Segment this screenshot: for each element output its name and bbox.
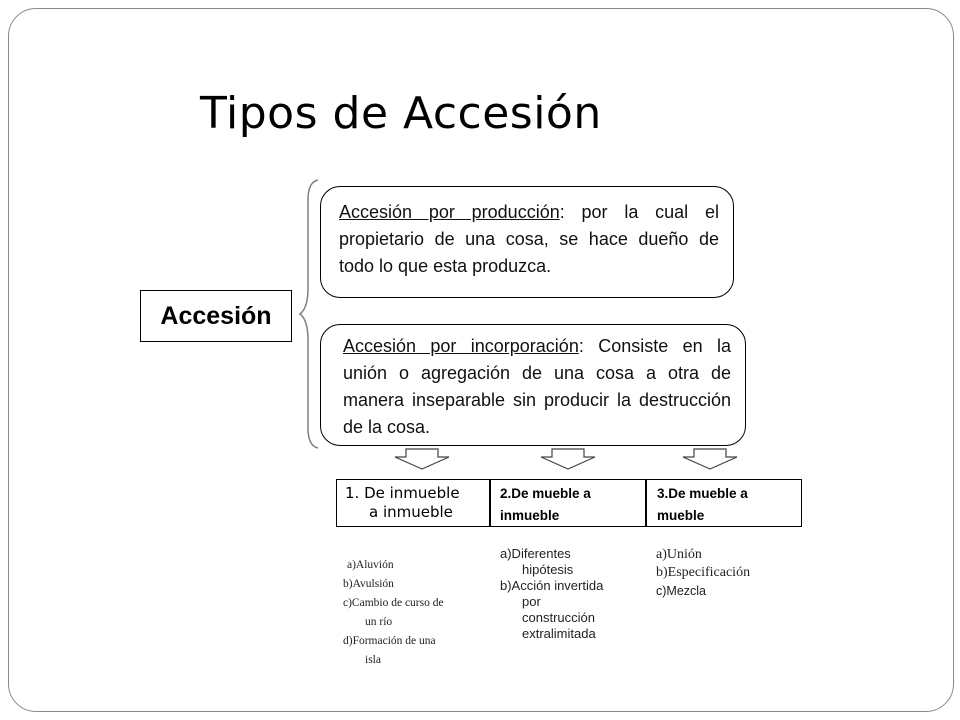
subitem: b)Acción invertida [500, 578, 604, 593]
category-label-line2: mueble [657, 508, 705, 523]
root-node [140, 290, 292, 342]
subitem: d)Formación de una [343, 635, 436, 647]
subitem: un río [365, 616, 393, 628]
branch-box-produccion [320, 186, 734, 298]
subitem: c)Cambio de curso de [343, 597, 444, 609]
category-label-line2: inmueble [500, 508, 560, 523]
down-arrow-icon [538, 448, 598, 470]
branch-text: por la cual el propietario de una cosa, se hace dueño de todo lo que esta produzca. [339, 202, 719, 276]
subitem-list-mueble-a-mueble [656, 546, 750, 600]
category-label-line2: a inmueble [369, 503, 453, 521]
subitem: a)Unión [656, 547, 702, 562]
category-label-line1: 1. De inmueble [345, 484, 460, 502]
category-box-mueble-a-inmueble [490, 479, 646, 527]
category-box-mueble-a-mueble [646, 479, 802, 527]
subitem: a)Diferentes [500, 546, 571, 561]
subitem: a)Aluvión [347, 559, 394, 571]
curly-brace [296, 178, 322, 450]
subitem: c)Mezcla [656, 584, 707, 598]
branch-term: Accesión por producción [339, 202, 560, 222]
branch-box-incorporacion [320, 324, 746, 446]
branch-colon: : [578, 336, 584, 356]
branch-term: Accesión por incorporación [343, 336, 579, 356]
down-arrow-icon [392, 448, 452, 470]
subitem: b)Avulsión [343, 578, 394, 590]
down-arrow-icon [680, 448, 740, 470]
subitem-list-inmueble-a-inmueble [343, 556, 444, 670]
subitem: isla [365, 654, 381, 666]
subitem: b)Especificación [656, 565, 751, 580]
branch-text: Consiste en la unión o agregación de una cosa a otra de manera inseparable sin producir la destrucción de la cosa. [343, 336, 731, 437]
subitem: por [522, 594, 541, 609]
subitem-list-mueble-a-inmueble [500, 546, 603, 642]
subitem: extralimitada [522, 626, 596, 641]
subitem: hipótesis [522, 562, 574, 577]
category-box-inmueble-a-inmueble [336, 479, 490, 527]
root-node-label: Accesión [160, 301, 272, 330]
subitem: construcción [522, 610, 595, 625]
category-label-line1: 3.De mueble a [657, 486, 748, 501]
category-label-line1: 2.De mueble a [500, 486, 591, 501]
slide-title: Tipos de Accesión [200, 88, 602, 139]
branch-colon: : [559, 202, 565, 222]
